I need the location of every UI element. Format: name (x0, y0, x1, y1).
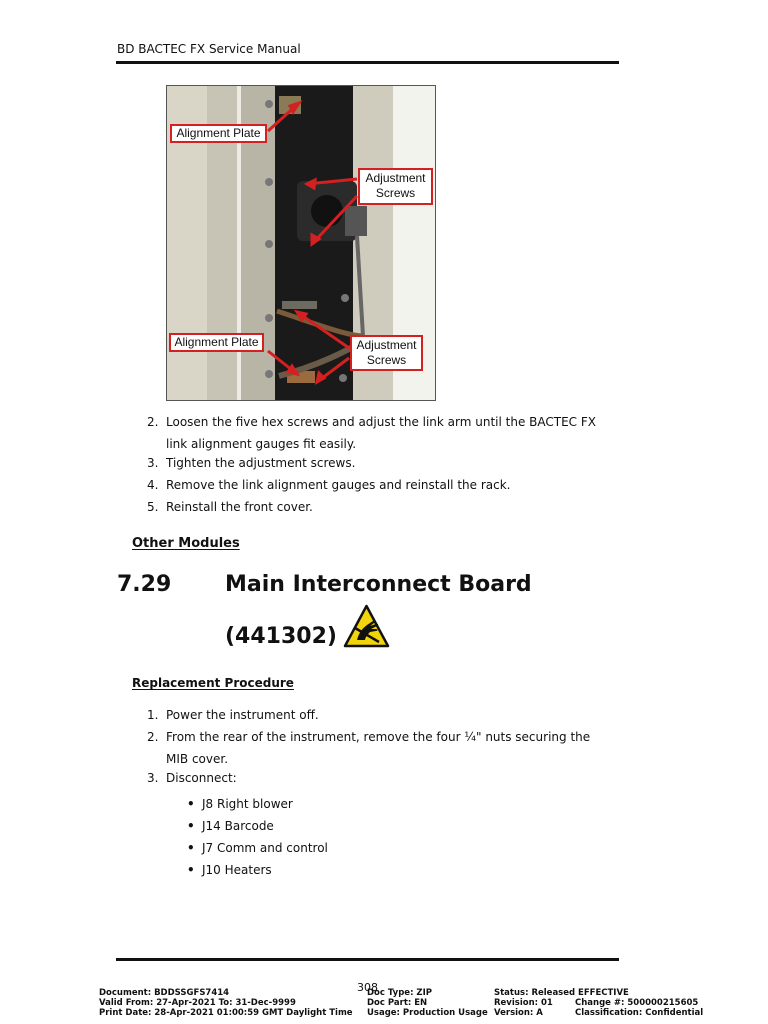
section-number: 7.29 (117, 572, 172, 597)
footer-version: Version: A (494, 1008, 543, 1018)
step-text: Tighten the adjustment screws. (166, 456, 356, 470)
step-number: 4. (147, 478, 159, 492)
step-text: Remove the link alignment gauges and reinstall the rack. (166, 478, 511, 492)
step-text: From the rear of the instrument, remove the four ¼" nuts securing the MIB cover. (166, 730, 591, 766)
step-number: 3. (147, 771, 159, 785)
step-number: 1. (147, 708, 159, 722)
list-item: • J14 Barcode (187, 818, 328, 840)
step-number: 3. (147, 456, 159, 470)
footer-usage: Usage: Production Usage (367, 1008, 488, 1018)
footer-change-info (575, 998, 703, 1018)
other-modules-heading: Other Modules (132, 536, 240, 551)
footer-valid-dates: Valid From: 27-Apr-2021 To: 31-Dec-9999 (99, 998, 296, 1008)
list-item: • J7 Comm and control (187, 840, 328, 862)
section-part-number: (441302) (225, 624, 337, 649)
page-header-title: BD BACTEC FX Service Manual (117, 42, 301, 56)
list-item: • J8 Right blower (187, 796, 328, 818)
replacement-steps (147, 707, 596, 792)
footer-status: Status: Released EFFECTIVE (494, 988, 629, 998)
footer-document: Document: BDDSSGFS7414 (99, 988, 230, 998)
footer-doc-part: Doc Part: EN (367, 998, 428, 1008)
step-text: Power the instrument off. (166, 708, 319, 722)
callout-adjustment-screws-top: Adjustment Screws (358, 168, 433, 205)
footer-print-date: Print Date: 28-Apr-2021 01:00:59 GMT Daylight Time (99, 1008, 353, 1018)
rack-alignment-steps (147, 414, 596, 521)
footer-change: Change #: 500000215605 (575, 998, 699, 1008)
step-number: 2. (147, 415, 159, 429)
footer-rule (116, 958, 619, 961)
section-title: Main Interconnect Board (225, 572, 532, 597)
footer-doc-type: Doc Type: ZIP (367, 988, 432, 998)
figure-photo (166, 85, 436, 401)
list-item: • J10 Heaters (187, 862, 328, 884)
callout-adjustment-screws-bottom: Adjustment Screws (350, 335, 423, 371)
replacement-procedure-heading: Replacement Procedure (132, 676, 294, 690)
list-item (147, 770, 596, 792)
list-item (147, 455, 596, 477)
step-number: 2. (147, 730, 159, 744)
step-text: Loosen the five hex screws and adjust the link arm until the BACTEC FX link alignment gauges fit easily. (166, 415, 596, 451)
list-item (147, 499, 596, 521)
footer-classification: Classification: Confidential (575, 1008, 704, 1018)
disconnect-list (187, 796, 328, 884)
footer-revision: Revision: 01 (494, 998, 553, 1008)
callout-alignment-plate-bottom: Alignment Plate (169, 333, 264, 352)
header-rule (116, 61, 619, 64)
page-number: 308 (357, 981, 378, 994)
step-text: Disconnect: (166, 771, 237, 785)
list-item (147, 411, 596, 455)
footer-document-info (99, 988, 353, 1018)
callout-alignment-plate-top: Alignment Plate (170, 124, 267, 143)
step-number: 5. (147, 500, 159, 514)
list-item (147, 726, 596, 770)
esd-warning-icon (343, 604, 390, 648)
list-item (147, 477, 596, 499)
step-text: Reinstall the front cover. (166, 500, 313, 514)
footer-doc-type-info (367, 988, 488, 1018)
